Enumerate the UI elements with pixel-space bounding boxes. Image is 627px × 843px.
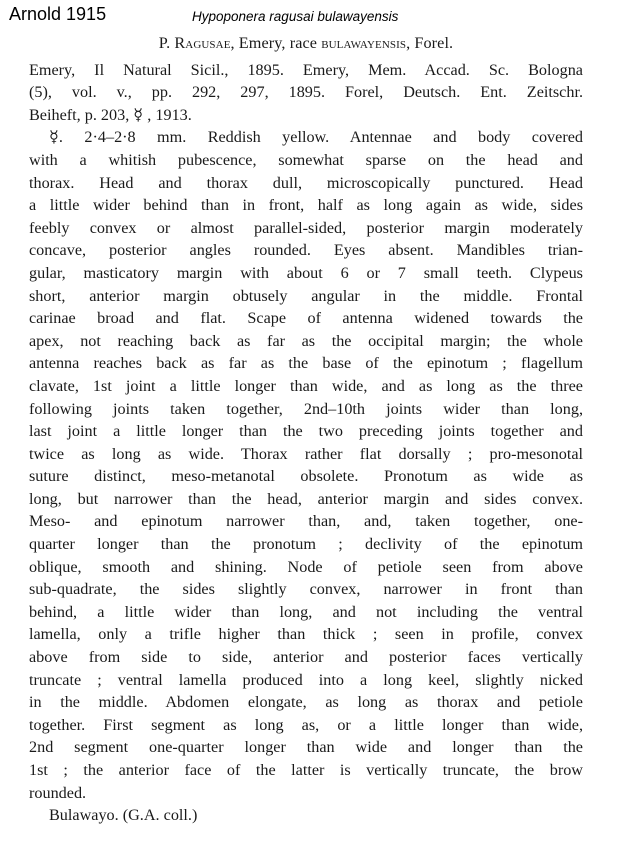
locality-line: Bulawayo. (G.A. coll.)	[49, 806, 198, 825]
description-line: quarter longer than the pronotum ; declivity of the epinotum	[29, 535, 583, 554]
title-prefix: P.	[158, 34, 175, 52]
header-author-year: Arnold 1915	[9, 4, 107, 24]
header-species-name: Hypoponera ragusai bulawayensis	[192, 9, 399, 24]
description-line: clavate, 1st joint a little longer than wide, and as long as the three	[29, 376, 583, 395]
description-line: lamella, only a trifle higher than thick ; seen in profile, convex	[29, 625, 583, 644]
description-line: antenna reaches back as far as the base of the epinotum ; flagellum	[29, 354, 583, 373]
description-paragraph	[29, 126, 583, 804]
description-line: Meso- and epinotum narrower than, and, taken together, one-	[29, 512, 583, 531]
taxon-title	[29, 32, 583, 55]
description-line: sub-quadrate, the sides slightly convex, narrower in front than	[29, 580, 583, 599]
description-line: 2nd segment one-quarter longer than wide and longer than the	[29, 738, 583, 757]
description-line: feebly convex or almost parallel-sided, posterior margin moderately	[29, 218, 583, 237]
description-line: gular, masticatory margin with about 6 or 7 small teeth. Clypeus	[29, 263, 583, 282]
description-line: together. First segment as long as, or a little longer than wide,	[29, 715, 583, 734]
title-suffix: , Forel.	[406, 34, 454, 52]
description-line: rounded.	[29, 783, 87, 802]
title-middle: , Emery, race	[230, 34, 322, 52]
reference-line: (5), vol. v., pp. 292, 297, 1895. Forel, Deutsch. Ent. Zeitschr.	[29, 83, 583, 102]
title-race: bulawayensis	[321, 34, 407, 52]
description-line: carinae broad and flat. Scape of antenna widened towards the	[29, 309, 583, 328]
references-paragraph	[29, 59, 583, 127]
description-line: ☿. 2·4–2·8 mm. Reddish yellow. Antennae and body covered	[49, 128, 583, 147]
description-line: in the middle. Abdomen elongate, as long as thorax and petiole	[29, 693, 583, 712]
description-line: oblique, smooth and shining. Node of petiole seen from above	[29, 557, 583, 576]
description-line: a little wider behind than in front, half as long again as wide, sides	[29, 196, 583, 215]
description-line: suture distinct, meso-metanotal obsolete. Pronotum as wide as	[29, 467, 583, 486]
document-body	[29, 32, 583, 827]
description-line: behind, a little wider than long, and not including the ventral	[29, 602, 583, 621]
description-line: short, anterior margin obtusely angular in the middle. Frontal	[29, 286, 583, 305]
description-line: with a whitish pubescence, somewhat sparse on the head and	[29, 150, 583, 169]
description-line: thorax. Head and thorax dull, microscopically punctured. Head	[29, 173, 583, 192]
description-line: concave, posterior angles rounded. Eyes absent. Mandibles trian-	[29, 241, 583, 260]
reference-line: Emery, Il Natural Sicil., 1895. Emery, Mem. Accad. Sc. Bologna	[29, 60, 583, 79]
description-line: 1st ; the anterior face of the latter is vertically truncate, the brow	[29, 761, 583, 779]
description-line: twice as long as wide. Thorax rather flat dorsally ; pro-mesonotal	[29, 444, 583, 463]
description-line: apex, not reaching back as far as the occipital margin; the whole	[29, 331, 583, 350]
description-line: long, but narrower than the head, anterior margin and sides convex.	[29, 489, 583, 508]
reference-line: Beiheft, p. 203, ☿ , 1913.	[29, 105, 192, 124]
description-line: truncate ; ventral lamella produced into a long keel, slightly nicked	[29, 670, 583, 689]
description-line: last joint a little longer than the two preceding joints together and	[29, 422, 583, 441]
description-line: following joints taken together, 2nd–10th joints wider than long,	[29, 399, 583, 418]
description-line: above from side to side, anterior and posterior faces vertically	[29, 648, 583, 667]
title-species: Ragusae	[174, 34, 231, 52]
